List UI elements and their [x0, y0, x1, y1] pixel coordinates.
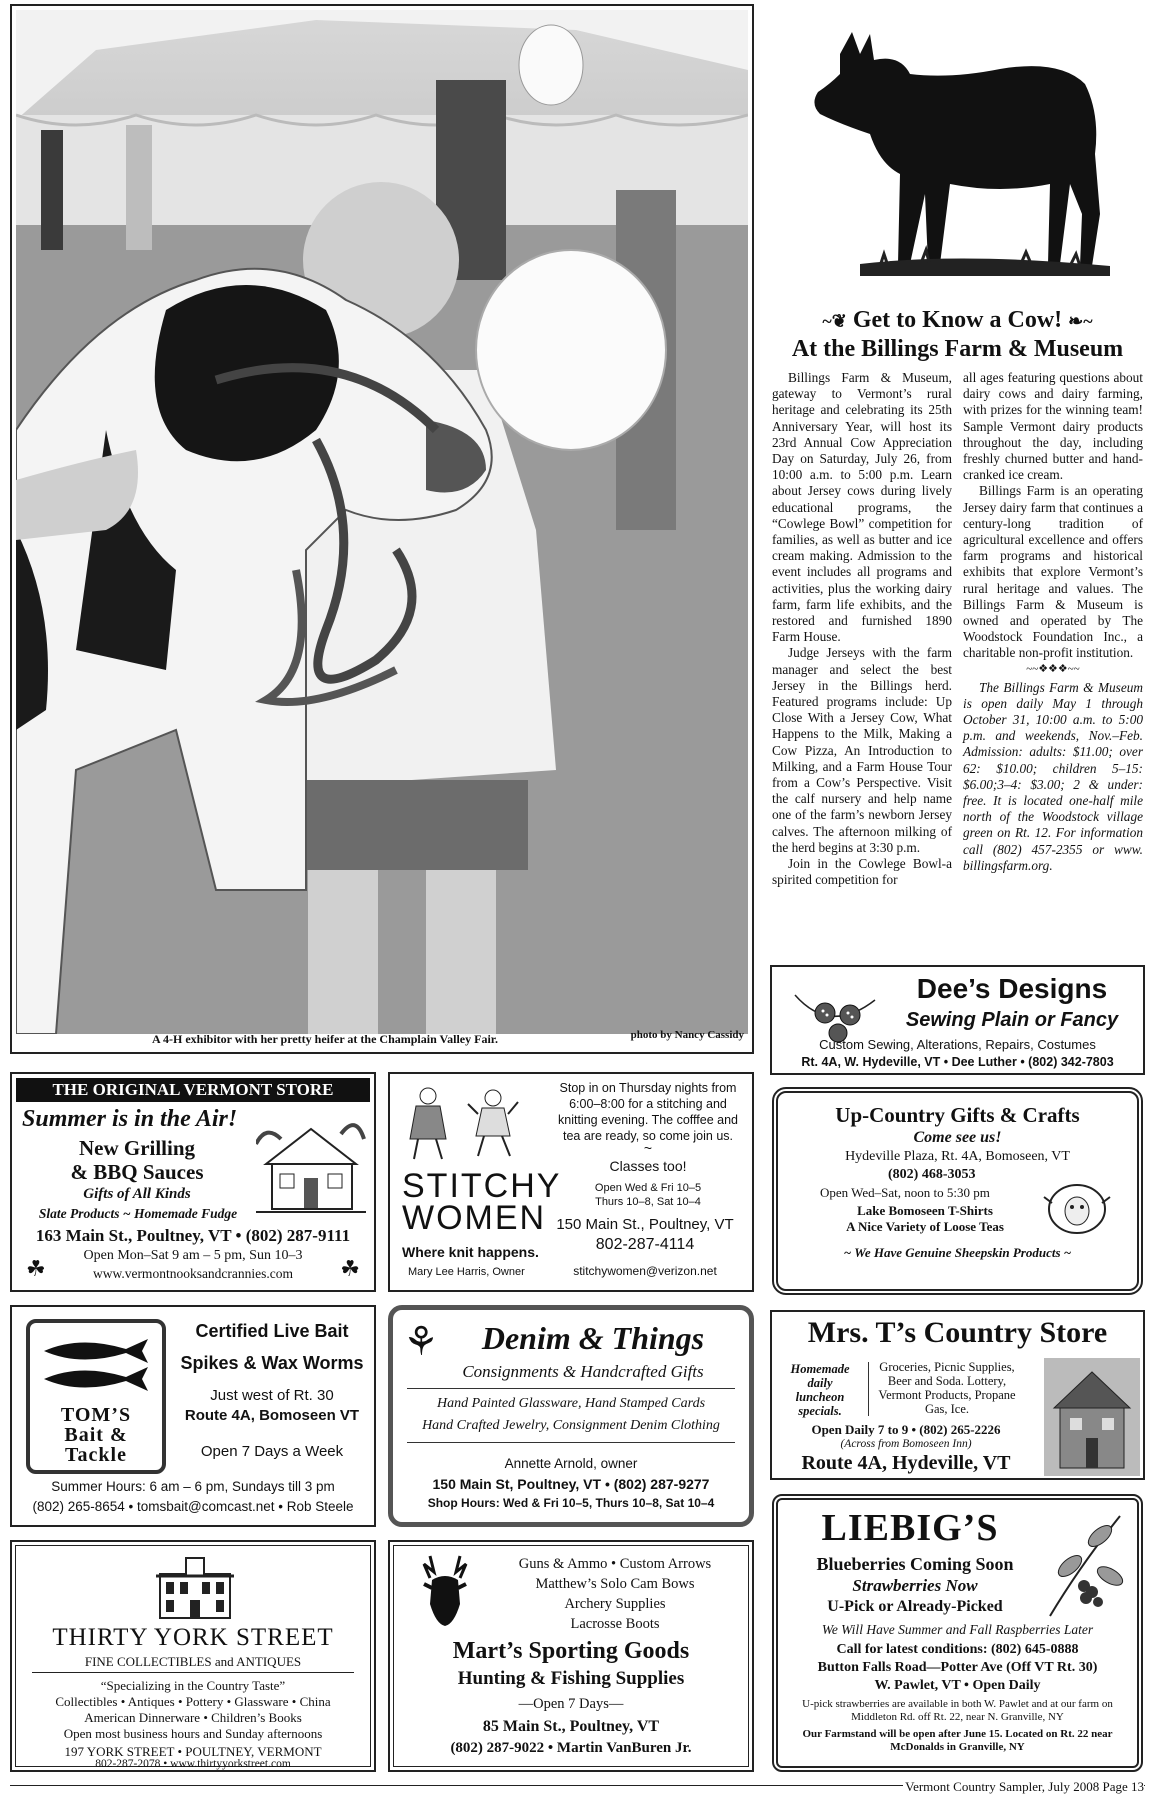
- ad-marts-sporting-goods: [388, 1540, 754, 1772]
- dees-tagline: Sewing Plain or Fancy: [905, 1009, 1119, 1031]
- stitchy-hours-1: Open Wed & Fri 10–5: [594, 1182, 702, 1194]
- maple-leaf-icon: ☘: [340, 1256, 360, 1281]
- article-title-block: ~❦ Get to Know a Cow! ❧~ At the Billings Farm & Museum: [770, 306, 1145, 363]
- marts-line-1: Guns & Ammo • Custom Arrows: [518, 1556, 712, 1572]
- thirty-line-3: Open most business hours and Sunday afternoons: [63, 1726, 323, 1741]
- article-paragraph: Billings Farm & Museum, gateway to Vermont’s rural heritage and celebrating its 25th Anniversary Year, will host its 23rd Annual Cow Appreciation Day on Saturday, July 26, from 10:00 a.m. to 5:00 p.m. Learn about Jersey cows during lively educational programs, the “Cowlege Bowl” competition for families, as well as butter and ice cream making. Admission to the event includes all programs and activities, plus the working dairy farm, farm life exhibits, and the restored and furnished 1890 Farm House.: [772, 370, 952, 645]
- toms-line-4: Route 4A, Bomoseen VT: [184, 1407, 360, 1424]
- liebig-line-9: Our Farmstand will be open after June 15. Located on Rt. 22 near McDonalds in Granville, NY: [802, 1728, 1113, 1753]
- denim-line-2: Hand Crafted Jewelry, Consignment Denim Clothing: [422, 1418, 720, 1433]
- sheep-icon: [1042, 1173, 1112, 1243]
- stitchy-logo-1: STITCHY: [402, 1167, 562, 1205]
- photo-illustration: [16, 10, 748, 1034]
- liebig-line-5: Call for latest conditions: (802) 645-0888: [836, 1642, 1079, 1657]
- toms-logo-2: Bait &: [64, 1424, 128, 1446]
- country-store-house-icon: [256, 1114, 366, 1219]
- toms-line-5: Open 7 Days a Week: [200, 1443, 344, 1460]
- toms-line-1: Certified Live Bait: [195, 1321, 349, 1341]
- photo-credit: photo by Nancy Cassidy: [630, 1029, 744, 1041]
- article-title-1: Get to Know a Cow!: [852, 307, 1063, 333]
- divider: [407, 1442, 735, 1443]
- toms-footer-2: (802) 265-8654 • tomsbait@comcast.net • Rob Steele: [32, 1499, 354, 1514]
- upcountry-footer: ~ We Have Genuine Sheepskin Products ~: [843, 1245, 1072, 1260]
- vermont-store-line-3: Gifts of All Kinds: [83, 1186, 191, 1202]
- marts-open: —Open 7 Days—: [518, 1696, 624, 1712]
- fish-icon: [40, 1337, 152, 1397]
- photo-caption: A 4-H exhibitor with her pretty heifer at the Champlain Valley Fair.: [152, 1032, 499, 1046]
- thirty-line-2: American Dinnerware • Children’s Books: [84, 1710, 302, 1725]
- ad-thirty-york-street: [10, 1540, 376, 1772]
- mrst-left-4: specials.: [798, 1404, 842, 1418]
- divider: [407, 1388, 735, 1389]
- liebig-name: LIEBIG’S: [821, 1507, 999, 1549]
- upcountry-line-1: Lake Bomoseen T-Shirts: [857, 1203, 993, 1218]
- toms-logo-1: TOM’S: [60, 1404, 132, 1426]
- ad-mrs-ts-country-store: [770, 1310, 1145, 1480]
- deer-head-icon: [410, 1554, 480, 1634]
- stitchy-email: stitchywomen@verizon.net: [573, 1264, 717, 1278]
- vermont-store-hours: Open Mon–Sat 9 am – 5 pm, Sun 10–3: [83, 1248, 303, 1263]
- toms-logo: [26, 1319, 166, 1474]
- marts-phone: (802) 287-9022 • Martin VanBuren Jr.: [450, 1740, 692, 1756]
- liebig-line-7: W. Pawlet, VT • Open Daily: [874, 1678, 1041, 1693]
- mrst-name: Mrs. T’s Country Store: [807, 1316, 1108, 1349]
- dees-name: Dee’s Designs: [916, 973, 1108, 1004]
- liebig-line-1: Blueberries Coming Soon: [816, 1554, 1014, 1574]
- marts-address: 85 Main St., Poultney, VT: [482, 1718, 660, 1735]
- dees-services: Custom Sewing, Alterations, Repairs, Costumes: [819, 1037, 1096, 1052]
- marts-line-4: Lacrosse Boots: [570, 1616, 660, 1632]
- feature-photo-frame: [10, 4, 754, 1054]
- article-paragraph: Billings Farm is an operating Jersey dairy farm that continues a century-long tradition of agricultural excellence and offers farm programs and historical exhibits that explore Vermont’s rural heritage and values. The Billings Farm & Museum is owned and operated by The Woodstock Foundation Inc., a charitable non-profit institution.: [963, 483, 1143, 661]
- liebig-line-4: We Will Have Summer and Fall Raspberries Later: [821, 1622, 1094, 1637]
- article-title-2: At the Billings Farm & Museum: [791, 336, 1124, 362]
- mrst-left-2: daily: [807, 1376, 833, 1390]
- vermont-store-line-4: Slate Products ~ Homemade Fudge: [38, 1206, 238, 1221]
- thirty-address: 197 YORK STREET • POULTNEY, VERMONT: [64, 1744, 322, 1759]
- victorian-house-icon: [152, 1552, 238, 1620]
- upcountry-address: Hydeville Plaza, Rt. 4A, Bomoseen, VT: [845, 1149, 1070, 1164]
- mrst-right: Groceries, Picnic Supplies, Beer and Soda. Lottery, Vermont Products, Propane Gas, Ice.: [878, 1360, 1016, 1416]
- ad-original-vermont-store: [10, 1072, 376, 1292]
- stitchy-phone: 802-287-4114: [595, 1236, 695, 1253]
- marts-line-2: Matthew’s Solo Cam Bows: [535, 1576, 695, 1592]
- denim-owner: Annette Arnold, owner: [504, 1456, 638, 1471]
- heifer-photo: [16, 10, 748, 1034]
- divider: [32, 1672, 354, 1673]
- mrst-left-block: [778, 1362, 862, 1418]
- article-paragraph: Join in the Cowlege Bowl-a spirited competition for: [772, 856, 952, 888]
- denim-tagline: Consignments & Handcrafted Gifts: [462, 1362, 704, 1381]
- ad-dees-designs: [770, 965, 1145, 1075]
- upcountry-phone: (802) 468-3053: [888, 1167, 976, 1182]
- upcountry-line-2: A Nice Variety of Loose Teas: [846, 1219, 1004, 1234]
- stitchy-address: 150 Main St., Poultney, VT: [556, 1216, 734, 1233]
- article-paragraph: all ages featuring questions about dairy cows and dairy farming, with prizes for the winning team! Sample Vermont dairy products throughout the day, including freshly churned butter and hand-cranked ice cream.: [963, 370, 1143, 483]
- stitchy-owner: Mary Lee Harris, Owner: [408, 1266, 525, 1278]
- ad-liebigs: [770, 1492, 1145, 1774]
- knitting-women-icon: [398, 1084, 523, 1164]
- stitchy-intro: Stop in on Thursday nights from 6:00–8:00 for a stitching and knitting evening. The cofffee and tea are ready, so come join us.: [558, 1081, 738, 1143]
- page-footer: Vermont Country Sampler, July 2008 Page 13: [905, 1779, 1144, 1794]
- toms-line-3: Just west of Rt. 30: [210, 1387, 334, 1404]
- toms-line-2: Spikes & Wax Worms: [180, 1353, 364, 1373]
- upcountry-name: Up-Country Gifts & Crafts: [835, 1103, 1080, 1127]
- denim-line-1: Hand Painted Glassware, Hand Stamped Cards: [436, 1396, 706, 1411]
- vermont-store-header: THE ORIGINAL VERMONT STORE: [16, 1078, 370, 1102]
- upcountry-slogan: Come see us!: [913, 1129, 1002, 1146]
- article-column-2: [963, 370, 1143, 874]
- photo-caption-row: [12, 1029, 752, 1050]
- vermont-store-web: www.vermontnooksandcrannies.com: [92, 1266, 294, 1281]
- vermont-store-line-1: New Grilling: [78, 1136, 196, 1160]
- maple-leaf-icon: ☘: [26, 1256, 46, 1281]
- article-cow: [770, 4, 1145, 959]
- stitchy-tagline: Where knit happens.: [402, 1244, 539, 1260]
- denim-address: 150 Main St, Poultney, VT • (802) 287-9277: [432, 1476, 710, 1492]
- toms-footer-1: Summer Hours: 6 am – 6 pm, Sundays till 3 pm: [51, 1479, 335, 1494]
- article-info-italic: The Billings Farm & Museum is open daily May 1 through October 31, 10:00 a.m. to 5:00 p.m. and weekends, Nov.–Feb. Admission: adults: $11.00; over 62: $10.00; children 5–15: $6.00;3–4: $3.00; 2 & under: free. It is located one-half mile north of the Woodstock village green on Rt. 12. For information call (802) 457-2355 or www. billingsfarm.org.: [963, 679, 1143, 873]
- berry-branch-icon: [1040, 1506, 1130, 1626]
- ad-up-country-gifts: [770, 1085, 1145, 1297]
- thirty-name: THIRTY YORK STREET: [52, 1624, 334, 1651]
- ornament-divider: ~~❖❖❖~~: [1026, 662, 1080, 675]
- ad-stitchy-women: [388, 1072, 754, 1292]
- mrst-left-3: luncheon: [795, 1390, 845, 1404]
- article-paragraph: Judge Jerseys with the farm manager and select the best Jersey in the Billings herd. Featured programs include: Up Close With a Jersey Cow, What Happens to the Milk, Making a Cow Pizza, An Introduction to Milking, and a Farm House Tour from a Cow’s Perspective. Visit the calf nursery and help name one of the farm’s newborn Jersey calves. The afternoon milking of the herd begins at 3:30 p.m.: [772, 645, 952, 855]
- denim-name: Denim & Things: [481, 1320, 705, 1356]
- thirty-line-1: Collectibles • Antiques • Pottery • Glassware • China: [55, 1694, 331, 1709]
- denim-hours: Shop Hours: Wed & Fri 10–5, Thurs 10–8, Sat 10–4: [427, 1496, 715, 1510]
- mrst-note: (Across from Bomoseen Inn): [840, 1438, 972, 1450]
- mrst-route: Route 4A, Hydeville, VT: [801, 1452, 1011, 1474]
- ad-denim-things: [388, 1305, 754, 1527]
- mrst-hours: Open Daily 7 to 9 • (802) 265-2226: [811, 1422, 1001, 1437]
- toms-logo-3: Tackle: [65, 1444, 127, 1466]
- divider: [868, 1362, 869, 1416]
- vermont-store-line-2: & BBQ Sauces: [70, 1160, 204, 1184]
- rose-icon: ⚘: [403, 1319, 439, 1364]
- dees-address: Rt. 4A, W. Hydeville, VT • Dee Luther • (802) 342-7803: [801, 1055, 1114, 1069]
- liebig-line-6: Button Falls Road—Potter Ave (Off VT Rt. 30): [817, 1660, 1098, 1675]
- ad-toms-bait-tackle: [10, 1305, 376, 1527]
- thirty-sub: FINE COLLECTIBLES and ANTIQUES: [84, 1654, 302, 1669]
- stitchy-classes: Classes too!: [609, 1158, 687, 1174]
- marts-sub: Hunting & Fishing Supplies: [457, 1668, 685, 1689]
- vermont-store-slogan: Summer is in the Air!: [22, 1106, 238, 1132]
- stitchy-tilde: ~: [643, 1140, 653, 1156]
- marts-line-3: Archery Supplies: [564, 1596, 666, 1612]
- vermont-store-address: 163 Main St., Poultney, VT • (802) 287-9111: [35, 1226, 351, 1245]
- thirty-quote: “Specializing in the Country Taste”: [100, 1678, 286, 1693]
- liebig-line-3: U-Pick or Already-Picked: [827, 1598, 1003, 1615]
- thirty-contact: 802-287-2078 • www.thirtyyorkstreet.com: [95, 1758, 291, 1770]
- marts-name: Mart’s Sporting Goods: [452, 1638, 690, 1664]
- mrst-left-1: Homemade: [790, 1362, 850, 1376]
- cow-silhouette-icon: [800, 14, 1120, 292]
- buttons-needle-icon: [790, 985, 880, 1045]
- liebig-line-8: U-pick strawberries are available in both W. Pawlet and at our farm on Middleton Rd. off Rt. 22, near N. Granville, NY: [802, 1698, 1113, 1723]
- liebig-line-2: Strawberries Now: [852, 1576, 978, 1595]
- upcountry-hours: Open Wed–Sat, noon to 5:30 pm: [820, 1185, 990, 1200]
- article-column-1: [772, 370, 952, 889]
- stitchy-hours-2: Thurs 10–8, Sat 10–4: [595, 1196, 701, 1208]
- stitchy-logo-2: WOMEN: [402, 1199, 547, 1237]
- store-building-icon: [1044, 1358, 1140, 1476]
